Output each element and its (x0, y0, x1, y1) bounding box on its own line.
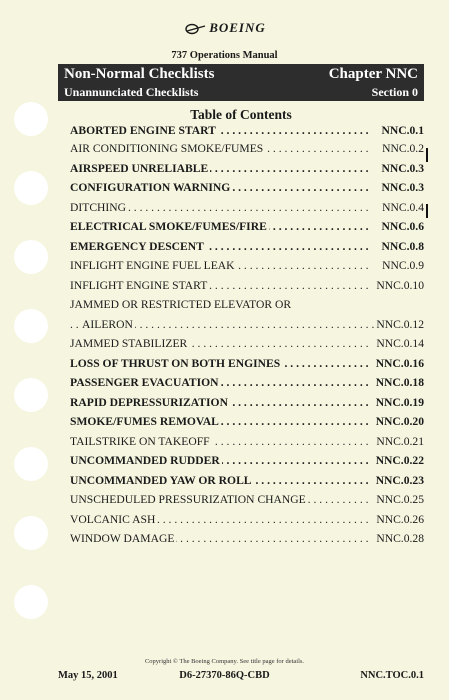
manual-title: 737 Operations Manual (171, 50, 278, 61)
toc-entry-title (70, 159, 370, 179)
toc-entry-page: NNC.0.10 (374, 276, 424, 296)
toc-entry-title (70, 432, 370, 452)
toc-entry[interactable] (70, 354, 424, 374)
toc-entry-label: UNCOMMANDED YAW OR ROLL (70, 473, 252, 487)
binder-hole (14, 102, 48, 136)
toc-entry-label: INFLIGHT ENGINE START (70, 278, 208, 292)
table-of-contents (70, 122, 424, 549)
logo-text: BOEING (209, 20, 266, 35)
toc-entry[interactable] (70, 217, 424, 237)
toc-entry[interactable] (70, 490, 424, 510)
toc-entry-label: AIR CONDITIONING SMOKE/FUMES (70, 142, 264, 155)
change-bar (426, 204, 428, 218)
toc-entry[interactable] (70, 510, 424, 530)
toc-entry-page: NNC.0.18 (374, 373, 424, 393)
toc-entry-label: CONFIGURATION WARNING (70, 181, 231, 194)
toc-entry-label: TAILSTRIKE ON TAKEOFF (70, 434, 210, 448)
toc-entry-title (70, 237, 370, 257)
copyright-notice: Copyright © The Boeing Company. See title page for details. (144, 658, 305, 665)
toc-heading: Table of Contents (190, 107, 292, 122)
toc-entry-label: RAPID DEPRESSURIZATION (70, 395, 228, 409)
toc-entry-page: NNC.0.21 (374, 432, 424, 452)
toc-entry-page: NNC.0.3 (379, 159, 424, 179)
toc-entry-page: NNC.0.20 (374, 412, 424, 432)
toc-entry[interactable] (70, 256, 424, 276)
section-band (58, 84, 424, 101)
toc-entry-page: NNC.0.25 (374, 490, 424, 510)
toc-entry-label: VOLCANIC ASH (70, 512, 156, 526)
toc-entry-title (70, 373, 370, 393)
toc-entry-label: PASSENGER EVACUATION (70, 376, 219, 389)
chapter-band (58, 64, 424, 84)
binder-hole (14, 378, 48, 412)
toc-entry-page: NNC.0.9 (380, 256, 424, 276)
chapter-title: Non-Normal Checklists (64, 66, 215, 82)
toc-entry-label: JAMMED OR RESTRICTED ELEVATOR OR (70, 298, 292, 311)
toc-entry[interactable] (70, 159, 424, 179)
binder-hole (14, 447, 48, 481)
boeing-symbol-icon (183, 23, 207, 35)
binder-hole (14, 585, 48, 619)
toc-entry-label: ELECTRICAL SMOKE/FUMES/FIRE (70, 220, 267, 233)
toc-entry-page: NNC.0.19 (374, 393, 424, 413)
toc-entry-page: NNC.0.26 (374, 510, 424, 530)
toc-entry-label: INFLIGHT ENGINE FUEL LEAK (70, 259, 235, 272)
toc-entry-page: NNC.0.16 (374, 354, 424, 374)
toc-entry-title (70, 198, 370, 218)
toc-entry-label: AIRSPEED UNRELIABLE (70, 161, 209, 175)
toc-entry-page: NNC.0.28 (374, 529, 424, 549)
toc-entry[interactable] (70, 295, 424, 315)
section-number: Section 0 (371, 85, 418, 99)
toc-entry-title (70, 217, 370, 237)
toc-entry[interactable] (70, 451, 424, 471)
toc-entry-title (70, 295, 424, 315)
toc-entry-page: NNC.0.8 (379, 237, 424, 257)
toc-entry-label: UNCOMMANDED RUDDER (70, 454, 220, 467)
toc-entry[interactable] (70, 122, 424, 139)
toc-entry[interactable] (70, 139, 424, 159)
toc-entry[interactable] (70, 471, 424, 491)
toc-entry-title (70, 276, 370, 296)
toc-entry-title (70, 393, 370, 413)
binder-hole (14, 309, 48, 343)
toc-entry-page: NNC.0.6 (379, 217, 424, 237)
toc-entry-page: NNC.0.2 (380, 139, 424, 159)
toc-entry[interactable] (70, 393, 424, 413)
toc-entry[interactable] (70, 276, 424, 296)
boeing-logo (0, 20, 449, 36)
toc-entry-page: NNC.0.3 (379, 178, 424, 198)
toc-entry[interactable] (70, 198, 424, 218)
toc-entry-title (70, 122, 370, 139)
toc-entry-title (70, 490, 370, 510)
toc-entry-page: NNC.0.22 (374, 451, 424, 471)
toc-entry-title (70, 334, 370, 354)
toc-entry-page: NNC.0.4 (380, 198, 424, 218)
toc-entry-label: SMOKE/FUMES REMOVAL (70, 415, 219, 428)
binder-hole (14, 516, 48, 550)
toc-entry[interactable] (70, 373, 424, 393)
toc-entry-label: AILERON (82, 317, 133, 331)
toc-entry-page: NNC.0.23 (374, 471, 424, 491)
page-number: NNC.TOC.0.1 (360, 670, 424, 681)
binder-hole (14, 240, 48, 274)
toc-entry[interactable] (70, 315, 424, 335)
toc-entry-title (70, 412, 370, 432)
toc-entry-label: UNSCHEDULED PRESSURIZATION CHANGE (70, 493, 306, 506)
toc-entry[interactable] (70, 432, 424, 452)
chapter-number: Chapter NNC (328, 66, 418, 82)
toc-entry[interactable] (70, 412, 424, 432)
toc-entry[interactable] (70, 178, 424, 198)
toc-entry-title (70, 256, 370, 276)
toc-entry-label: WINDOW DAMAGE (70, 532, 175, 545)
document-number: D6-27370-86Q-CBD (179, 670, 270, 681)
toc-entry[interactable] (70, 334, 424, 354)
toc-entry-title (70, 139, 370, 159)
toc-entry-page: NNC.0.1 (381, 124, 424, 137)
toc-entry-label: DITCHING (70, 200, 127, 214)
toc-entry-label: JAMMED STABILIZER (70, 337, 188, 350)
toc-entry-title (70, 529, 370, 549)
toc-entry-title (70, 510, 370, 530)
toc-entry[interactable] (70, 237, 424, 257)
toc-entry-title (70, 178, 370, 198)
toc-entry-page: NNC.0.12 (374, 315, 424, 335)
toc-entry-title (70, 471, 370, 491)
change-bar (426, 148, 428, 162)
revision-date: May 15, 2001 (58, 670, 118, 681)
toc-entry-title (70, 354, 370, 374)
toc-entry-label: ABORTED ENGINE START (70, 124, 216, 137)
toc-entry-label: EMERGENCY DESCENT (70, 239, 204, 253)
toc-entry-page: NNC.0.14 (374, 334, 424, 354)
toc-entry-title (70, 451, 370, 471)
toc-entry-label: LOSS OF THRUST ON BOTH ENGINES (70, 356, 281, 370)
binder-hole (14, 171, 48, 205)
section-title: Unannunciated Checklists (64, 85, 199, 99)
toc-entry[interactable] (70, 529, 424, 549)
toc-entry-title (70, 315, 382, 335)
